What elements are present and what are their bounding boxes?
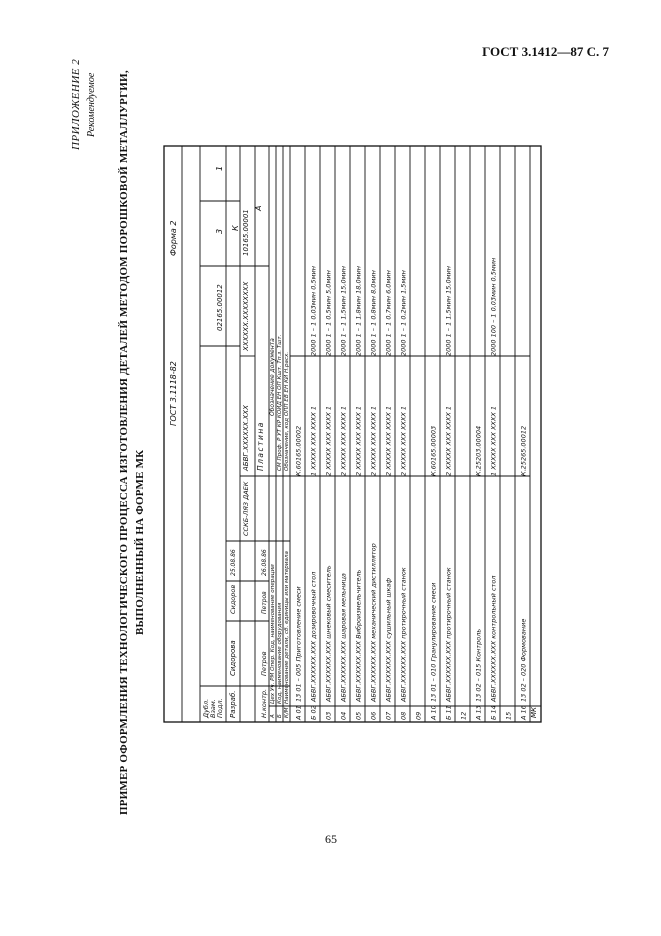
head-k-right: Обозначение, код ОПП ЕВ ЕН КИ Н.расх.	[284, 351, 290, 471]
n-kontr-name: Петров	[260, 651, 268, 676]
table-row	[400, 270, 408, 720]
razrab-date: 25.08.86	[230, 549, 237, 576]
table-row	[430, 426, 438, 721]
row-operation: АБВГ.ХХХХХХ.ХХХ Виброизмельчитель	[354, 569, 363, 702]
row-document: 2 ХХХХХ ХХХ ХХХХ 1	[339, 406, 348, 476]
code-a: А	[270, 714, 276, 718]
page-number: 65	[325, 832, 337, 846]
row-document: 2 ХХХХХ ХХХ ХХХХ 1	[384, 406, 393, 476]
row-document: 1 ХХХХХ ХХХ ХХХХ 1	[489, 406, 498, 476]
row-operation: 13 02 – 020 Формование	[519, 618, 528, 702]
k-label: К	[231, 225, 240, 231]
appendix-note: Рекомендуемое	[86, 72, 97, 137]
n-kontr-sign: Петров	[261, 591, 268, 614]
row-number: 08	[399, 711, 408, 720]
row-operation: АБВГ.ХХХХХХ.ХХХ дозировочный стол	[309, 571, 318, 702]
table-row	[460, 712, 468, 720]
table-row	[325, 270, 333, 720]
row-number: 07	[384, 711, 393, 720]
n-kontr-date: 26.08.86	[261, 549, 268, 576]
part-name: Пластина	[256, 421, 265, 471]
row-values: 2000 100 – 1 0,03мин 0,5мин	[489, 257, 498, 356]
mk-label: МК	[530, 706, 538, 718]
row-operation: АБВГ.ХХХХХХ.ХХХ шнековый смеситель	[324, 565, 333, 702]
table-row	[340, 266, 348, 720]
a-label: А	[254, 205, 263, 211]
title-line-2: ВЫПОЛНЕННЫЙ НА ФОРМЕ МК	[134, 449, 146, 635]
row-operation: 13 02 – 015 Контроль	[474, 628, 483, 702]
row-operation: 13 01 – 005 Приготовление смеси	[294, 586, 303, 702]
org-code: ССКБ-ЛЯЗ ДАЕК	[242, 481, 250, 536]
row-values: 2000 1 – 1 0,8мин 8,0мин	[369, 270, 378, 356]
row-document: К.25265.00012	[519, 425, 528, 476]
row-number: 03	[324, 711, 333, 720]
razrab-label: Разраб.	[229, 690, 237, 718]
table-row	[490, 258, 498, 720]
row-number: А 16	[519, 705, 528, 720]
table-row	[295, 426, 303, 721]
podp-label: Подл.	[216, 698, 224, 718]
doc-num-2: 10165.00001	[242, 209, 250, 256]
head-b-right: СМ Проф. Р УТ КР КОИД ЕН ОП Кшт. Тп.з. Тшт.	[277, 334, 283, 471]
doc-code: АБВГ.ХХХХХХ.ХХХ	[242, 405, 250, 471]
appendix-label: ПРИЛОЖЕНИЕ 2	[70, 58, 82, 150]
code-b: Б	[277, 714, 283, 718]
head-a: Цех Уч. РМ Опер. Код, наименование операции	[270, 564, 276, 704]
sheet-number: 1	[215, 165, 224, 171]
table-row	[445, 266, 453, 720]
row-document: 2 ХХХХХ ХХХ ХХХХ 1	[324, 406, 333, 476]
row-operation: АБВГ.ХХХХХХ.ХХХ протирочный станок	[399, 567, 408, 702]
row-document: 1 ХХХХХ ХХХ ХХХХ 1	[309, 406, 318, 476]
razrab-sign: Сидоров	[229, 584, 237, 614]
row-number: 15	[504, 711, 513, 720]
row-number: 12	[459, 711, 468, 720]
form-number: Форма 2	[169, 220, 178, 256]
row-document: К.60165.00002	[294, 425, 303, 476]
row-document: 2 ХХХХХ ХХХ ХХХХ 1	[354, 406, 363, 476]
row-number: А 13	[474, 705, 483, 720]
table-row	[520, 426, 528, 721]
row-values: 2000 1 – 1 1,5мин 15,0мин	[444, 266, 453, 356]
row-number: 04	[339, 711, 348, 720]
row-number: 05	[354, 711, 363, 720]
gost-label: ГОСТ 3.1118-82	[169, 361, 178, 426]
route-card-form	[160, 142, 545, 726]
sheets-count: 3	[215, 228, 224, 234]
table-row	[355, 266, 363, 720]
code-k: К/М	[284, 707, 290, 718]
table-row	[415, 712, 423, 720]
title-line-1: ПРИМЕР ОФОРМЛЕНИЯ ТЕХНОЛОГИЧЕСКОГО ПРОЦЕССА ИЗГОТОВЛЕНИЯ ДЕТАЛЕЙ МЕТОДОМ ПОРОШКОВОЙ МЕТАЛЛУРГИИ,	[118, 70, 130, 815]
row-values: 2000 1 – 1 1,8мин 18,0мин	[354, 266, 363, 356]
row-number: Б 14	[489, 705, 498, 720]
table-row	[370, 270, 378, 720]
row-operation: АБВГ.ХХХХХХ.ХХХ сушильный шкаф	[384, 578, 393, 702]
row-number: 09	[414, 711, 423, 720]
row-values: 2000 1 – 1 0,7мин 6,0мин	[384, 270, 393, 356]
row-operation: АБВГ.ХХХХХХ.ХХХ протирочный станок	[444, 567, 453, 702]
row-number: А 10	[429, 705, 438, 720]
row-document: К.60165.00003	[429, 425, 438, 476]
row-document: 2 ХХХХХ ХХХ ХХХХ 1	[369, 406, 378, 476]
table-row	[310, 266, 318, 720]
vzam-label: Взам.	[209, 699, 217, 718]
doc-num: 02165.00012	[216, 284, 224, 331]
route-card-svg	[160, 142, 545, 726]
operation-rows	[295, 258, 528, 721]
row-number: А 01	[294, 705, 303, 720]
row-operation: АБВГ.ХХХХХХ.ХХХ шаровая мельница	[339, 573, 348, 702]
form-texts	[169, 166, 538, 719]
row-operation: АБВГ.ХХХХХХ.ХХХ механический дистиллятор	[369, 543, 378, 702]
row-operation: АБВГ.ХХХХХХ.ХХХ контрольный стол	[489, 575, 498, 702]
razrab-name: Сидорова	[229, 640, 237, 676]
row-document: К.25203.00004	[474, 425, 483, 476]
standard-reference: ГОСТ 3.1412—87 С. 7	[482, 44, 609, 59]
row-number: 06	[369, 711, 378, 720]
row-number: Б 02	[309, 705, 318, 720]
head-k: Наименование детали, сб. единицы или материала	[284, 551, 290, 704]
row-number: Б 11	[444, 705, 453, 720]
route-card-form-rotated	[160, 142, 545, 726]
row-values: 2000 1 – 1 0,03мин 0,5мин	[309, 266, 318, 356]
row-operation: 13 01 – 010 Гранулирование смеси	[429, 582, 438, 702]
row-document: 2 ХХХХХ ХХХ ХХХХ 1	[444, 406, 453, 476]
row-document: 2 ХХХХХ ХХХ ХХХХ 1	[399, 406, 408, 476]
row-values: 2000 1 – 1 0,5мин 5,0мин	[324, 270, 333, 356]
table-row	[475, 426, 483, 721]
n-kontr-label: Н.контр.	[260, 688, 268, 718]
dubl-label: Дубл.	[202, 698, 210, 718]
head-b: Код, наименование оборудования	[277, 602, 283, 704]
head-a-right: Обозначение документа	[269, 338, 276, 416]
doc-code-2: ХХХХХХ.ХХХХХХХХ	[242, 281, 250, 351]
row-values: 2000 1 – 1 1,5мин 15,0мин	[339, 266, 348, 356]
table-row	[505, 712, 513, 720]
row-values: 2000 1 – 1 0,2мин 1,5мин	[399, 270, 408, 356]
table-row	[385, 270, 393, 720]
